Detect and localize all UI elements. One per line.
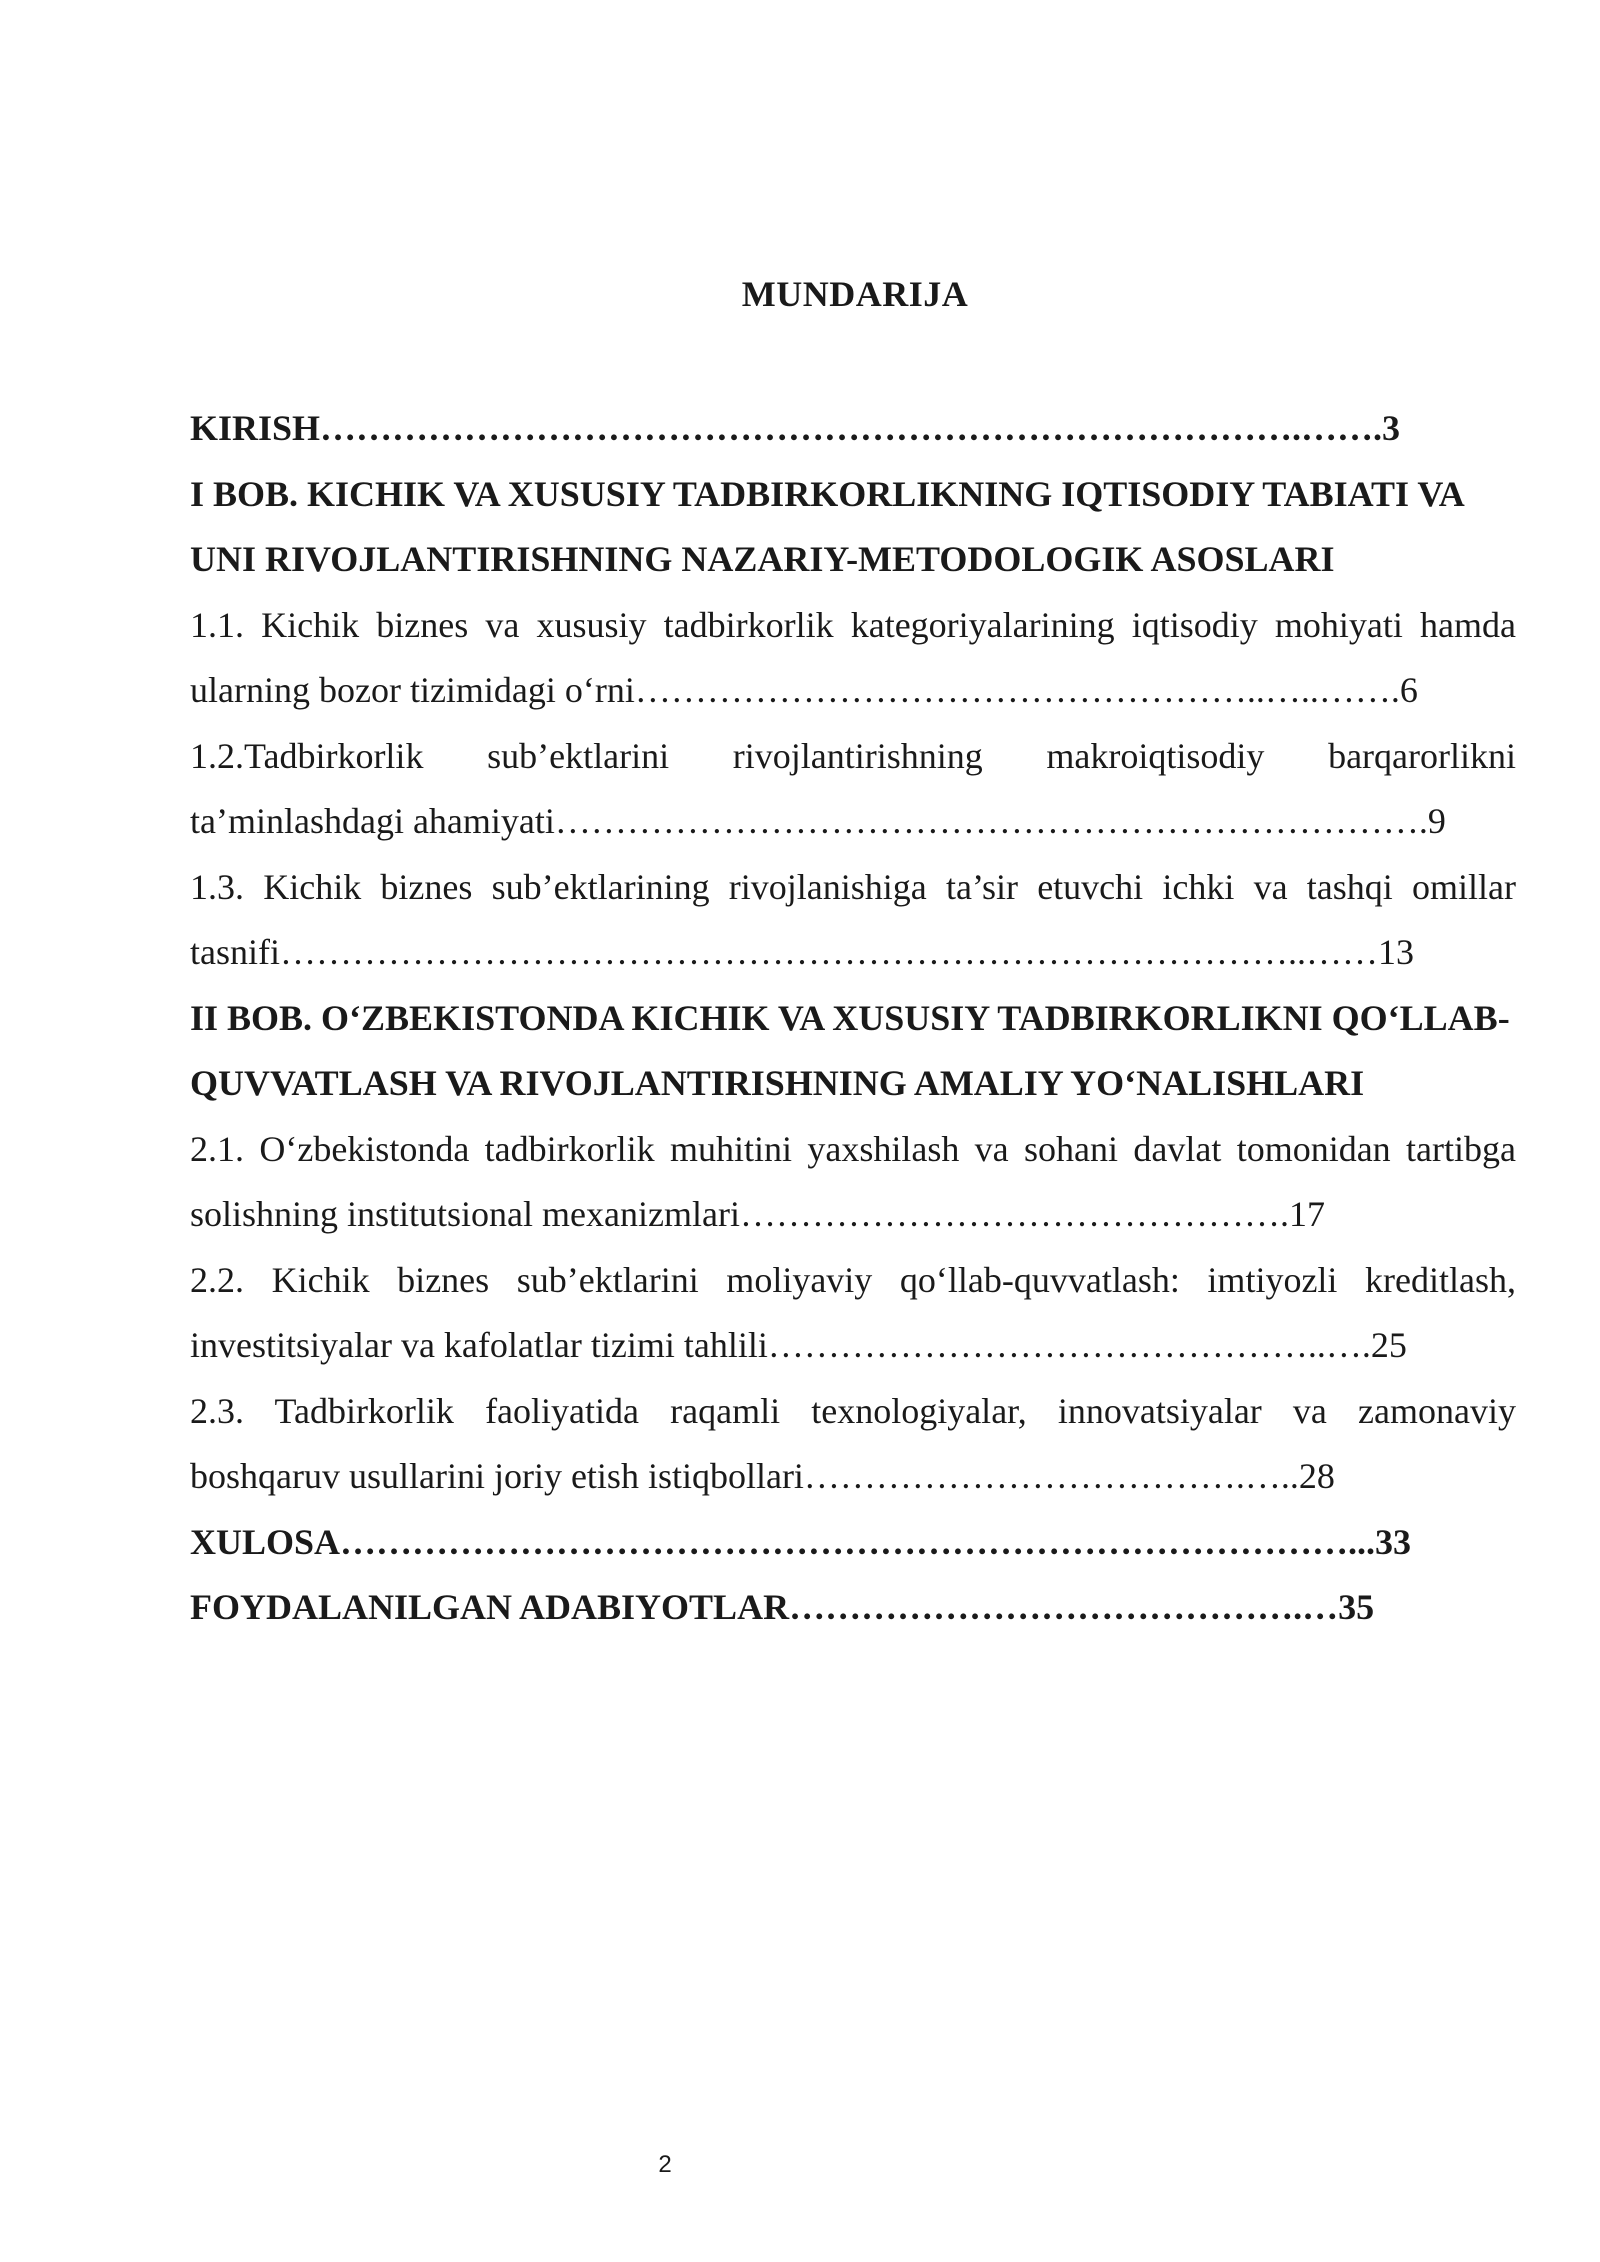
- toc-entry-section-2-2: 2.2. Kichik biznes sub’ektlarini moliyaviy qo‘llab-quvvatlash: imtiyozli kreditlash, investitsiyalar va kafolatlar tizimi tahlili………………………………………..….25: [190, 1259, 1516, 1365]
- table-of-contents: [190, 396, 1516, 1641]
- toc-entry-section-1-2: 1.2.Tadbirkorlik sub’ektlarini rivojlantirishning makroiqtisodiy barqarorlikni ta’minlashdagi ahamiyati……………………………………………………………….9: [190, 735, 1516, 841]
- toc-entry-chapter-1: I BOB. KICHIK VA XUSUSIY TADBIRKORLIKNING IQTISODIY TABIATI VA UNI RIVOJLANTIRISHNING NAZARIY-METODOLOGIK ASOSLARI: [190, 473, 1463, 579]
- toc-entry-introduction: KIRISH……………………………………………………………………….…….3: [190, 408, 1401, 448]
- toc-entry-section-2-3: 2.3. Tadbirkorlik faoliyatida raqamli texnologiyalar, innovatsiyalar va zamonaviy boshqaruv usullarini joriy etish istiqbollari……………………………….…..28: [190, 1390, 1516, 1496]
- toc-entry-section-1-3: 1.3. Kichik biznes sub’ektlarining rivojlanishiga ta’sir etuvchi ichki va tashqi omillar tasnifi…………………………………………………………………………..……13: [190, 866, 1516, 972]
- toc-entry-conclusion: XULOSA…………………………………………………………………………...33: [190, 1521, 1412, 1562]
- toc-entry-section-1-1: 1.1. Kichik biznes va xususiy tadbirkorlik kategoriyalarining iqtisodiy mohiyati hamda ularning bozor tizimidagi o‘rni……………………………………………..…..…….6: [190, 604, 1516, 710]
- page-number: 2: [658, 2151, 672, 2178]
- toc-entry-section-2-1: 2.1. O‘zbekistonda tadbirkorlik muhitini yaxshilash va sohani davlat tomonidan tartibga solishning institutsional mexanizmlari……………………………………….17: [190, 1128, 1516, 1234]
- toc-entry-chapter-2: II BOB. O‘ZBEKISTONDA KICHIK VA XUSUSIY TADBIRKORLIKNI QO‘LLAB-QUVVATLASH VA RIVOJLANTIRISHNING AMALIY YO‘NALISHLARI: [190, 997, 1510, 1103]
- toc-entry-references: FOYDALANILGAN ADABIYOTLAR…………………………………….…35: [190, 1587, 1375, 1627]
- page-title: MUNDARIJA: [741, 274, 969, 314]
